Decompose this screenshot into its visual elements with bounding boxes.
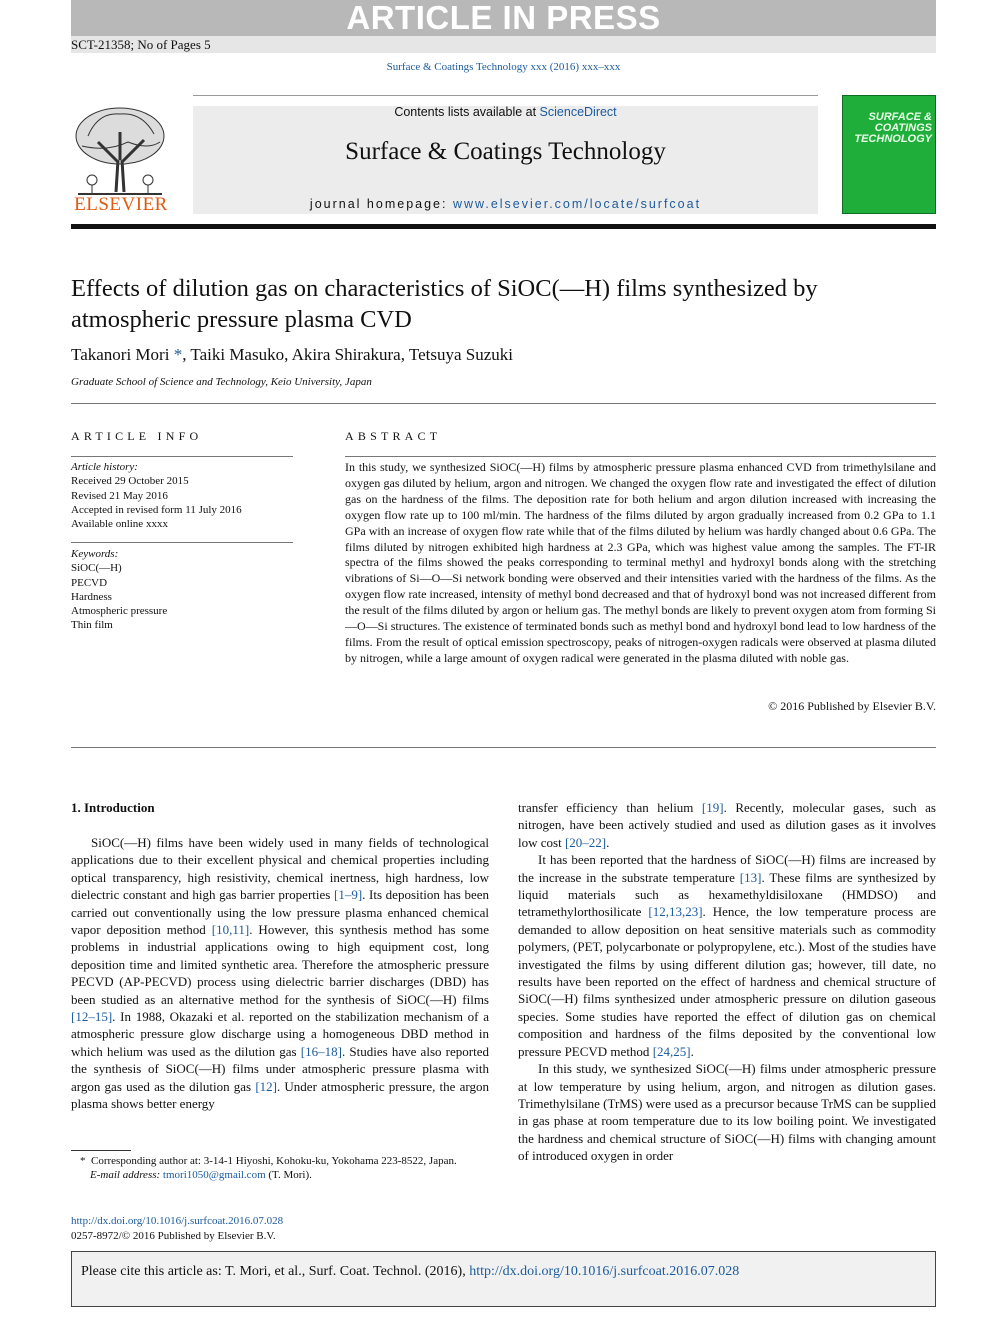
keywords <box>71 547 293 633</box>
footnote-rule <box>71 1150 131 1151</box>
paragraph-text: . Recently, molecular gases, such as nitrogen, have been actively studied and used as dilution gases as it involves low cost <box>518 800 936 850</box>
cite-prefix: Please cite this article as: T. Mori, et al., Surf. Coat. Technol. (2016), <box>81 1264 470 1279</box>
cite-doi-link[interactable]: http://dx.doi.org/10.1016/j.surfcoat.2016.07.028 <box>469 1264 740 1279</box>
article-info-rule <box>71 456 293 457</box>
paragraph-text: . Its deposition has been carried out conventionally using the low pressure plasma enhanced chemical vapor deposition method <box>71 887 489 938</box>
homepage-prefix: journal homepage: <box>309 197 453 211</box>
history-item: Revised 21 May 2016 <box>71 489 168 502</box>
citation-link[interactable]: [19] <box>701 800 724 815</box>
keyword: Atmospheric pressure <box>71 605 168 618</box>
citation-link[interactable]: [13] <box>739 869 762 885</box>
footnote-mark: * <box>80 1155 86 1167</box>
manuscript-id: SCT-21358; No of Pages 5 <box>71 37 211 52</box>
paragraph-text: In this study, we synthesized SiOC(—H) films under atmospheric pressure at low temperature by using helium, argon, and nitrogen as dilution gases. Trimethylsilane (TrMS) were used as a precursor because TrMS can be supplied in gas phase at room temperature due to its low boiling point. We investigated the hardness and chemical structure of SiOC(—H) films with changing amount of introduced oxygen in order <box>518 1061 936 1164</box>
citation-link[interactable]: [12–15] <box>71 1009 113 1025</box>
journal-citation-link[interactable]: Surface & Coatings Technology xxx (2016) xxx–xxx <box>386 61 621 73</box>
paragraph <box>518 851 936 1060</box>
section-heading: 1. Introduction <box>71 800 155 815</box>
keywords-rule <box>71 542 293 543</box>
history-item: Received 29 October 2015 <box>71 475 189 488</box>
body-left-column <box>71 834 489 1113</box>
abstract-bottom-rule <box>71 747 936 748</box>
abstract-text: In this study, we synthesized SiOC(—H) films by atmospheric pressure plasma enhanced CVD from trimethylsilane and oxygen gas diluted by helium, argon and nitrogen. We changed the oxygen flow rate and investigated the effect of dilution gas on the hardness of the films. The deposition rate for both helium and argon dilution increased with increasing the oxygen flow rate up to 100 ml/min. The hardness of the films diluted by argon gradually increased from 0.2 GPa to 1.1 GPa with an increase of oxygen flow rate while that of the films diluted by helium was hardly changed about 0.6 GPa. The films diluted by nitrogen exhibited high hardness at 2.3 GPa, which was highest value among the samples. The FT-IR spectra of the films showed the peaks corresponding to terminal methyl and hydroxyl bonds along with the stretching vibrations of Si—O—Si network bonding were observed and their intensities varied with the hardness of the films. As the oxygen flow rate increased, intensity of methyl bond decreased and that of hydroxyl bond was not increased different from the result of the films diluted by argon or helium gas. The methyl bonds are likely to prevent oxygen atom from forming Si—O—Si structures. The existence of terminated bonds such as methyl bond and hydroxyl bond lead to low hardness of the films. From the result of optical emission spectroscopy, peaks of nitrogen-oxygen radicals were observed at plasma diluted by nitrogen, while a large amount of oxygen radical were generated in the plasma diluted with noble gas. <box>345 460 936 665</box>
email-label: E-mail address: <box>90 1169 161 1181</box>
title-rule <box>71 403 936 404</box>
body-right-column <box>518 799 936 1165</box>
header-thick-rule <box>71 224 936 229</box>
abstract-rule <box>345 456 936 457</box>
paragraph-text: . Under atmospheric pressure, the argon plasma shows better energy <box>71 1078 489 1112</box>
paragraph-text: . <box>606 834 610 850</box>
affiliation: Graduate School of Science and Technology, Keio University, Japan <box>71 376 372 388</box>
article-in-press-banner: ARTICLE IN PRESS <box>71 0 936 36</box>
authors <box>71 345 513 365</box>
citation-link[interactable]: [16–18] <box>300 1043 342 1059</box>
paragraph-text: It has been reported that the hardness of SiOC(—H) films are increased by the increase in the substrate temperature <box>518 852 936 885</box>
homepage-line <box>193 197 818 211</box>
paragraph-text: . In 1988, Okazaki et al. reported on the stabilization mechanism of a atmospheric pressure glow discharge using a homogeneous DBD method in which helium was used as the dilution gas <box>71 1009 489 1059</box>
citation-link[interactable]: [24,25] <box>652 1043 691 1059</box>
paragraph-text: SiOC(—H) films have been widely used in many fields of technological applications due to their excellent physical and chemical properties including optical transparency, high resistivity, chemical inertness, high hardness, low dielectric constant and high gas barrier properties <box>71 835 489 903</box>
cover-title: SURFACE & COATINGS TECHNOLOGY <box>854 111 932 145</box>
paragraph-text: . However, this synthesis method has some problems in industrial applications owing to high equipment cost, long deposition time and limited synthetic area. Therefore the atmospheric pressure PECVD (AP-PECVD) process using dielectric barrier discharges (DBD) has been studied as an alternative method for the synthesis of SiOC(—H) films <box>71 922 489 1007</box>
masthead-top-rule <box>193 95 818 96</box>
paragraph-text: transfer efficiency than helium <box>518 800 702 815</box>
keyword: Thin film <box>71 619 113 632</box>
paragraph-text: . Studies have also reported the synthesis of SiOC(—H) films under atmospheric pressure plasma with argon gas used as the dilution gas <box>71 1043 489 1094</box>
doi-block <box>71 1214 283 1243</box>
keyword: Hardness <box>71 590 112 603</box>
authors-rest: , Taiki Masuko, Akira Shirakura, Tetsuya Suzuki <box>182 345 513 364</box>
publisher-name: ELSEVIER <box>74 194 168 215</box>
article-title: Effects of dilution gas on characteristics of SiOC(—H) films synthesized by atmospheric pressure plasma CVD <box>71 275 818 333</box>
cite-text <box>81 1264 739 1280</box>
homepage-link[interactable]: www.elsevier.com/locate/surfcoat <box>452 197 702 211</box>
citation-link[interactable]: [1–9] <box>333 887 363 903</box>
keyword: SiOC(—H) <box>71 562 122 575</box>
email-link[interactable]: tmori1050@gmail.com <box>162 1169 266 1181</box>
issn-line: 0257-8972/© 2016 Published by Elsevier B.V. <box>71 1229 276 1242</box>
paragraph <box>518 799 936 851</box>
paragraph-text: . <box>690 1043 694 1059</box>
paragraph-text: . Hence, the low temperature process are demanded to allow deposition on heat sensitive materials such as commodity polymers, (PET, polycarbonate or polypropylene, etc.). Most of the studies have investigated the films by using different dilution gas; however, till date, no results have been reported on the effect of hardness and chemical structure of SiOC(—H) films synthesized under atmospheric pressure on dilution gaseous species. Some studies have reported the effect of dilution gas on chemical composition and hardness of the films deposited by the conventional low pressure PECVD method <box>518 904 936 1059</box>
abstract-heading: ABSTRACT <box>345 429 442 443</box>
keyword: PECVD <box>71 576 108 589</box>
citation-link[interactable]: [20–22] <box>564 834 607 850</box>
sciencedirect-link[interactable]: ScienceDirect <box>539 105 617 119</box>
email-suffix: (T. Mori). <box>265 1169 312 1181</box>
paragraph <box>71 834 489 1113</box>
citation-link[interactable]: [12] <box>255 1078 277 1094</box>
doi-link[interactable]: http://dx.doi.org/10.1016/j.surfcoat.2016.07.028 <box>71 1215 284 1227</box>
article-info-heading: ARTICLE INFO <box>71 429 203 443</box>
article-history <box>71 460 293 531</box>
keywords-label: Keywords: <box>71 548 119 560</box>
citation-link[interactable]: [12,13,23] <box>648 904 703 920</box>
author-first: Takanori Mori <box>71 345 174 364</box>
journal-title: Surface & Coatings Technology <box>345 138 666 165</box>
footnote-text: Corresponding author at: 3-14-1 Hiyoshi, Kohoku-ku, Yokohama 223-8522, Japan. <box>91 1155 457 1167</box>
history-item: Available online xxxx <box>71 518 168 531</box>
paragraph <box>518 1060 936 1164</box>
history-label: Article history: <box>71 461 138 473</box>
history-item: Accepted in revised form 11 July 2016 <box>71 503 242 516</box>
citation-link[interactable]: [10,11] <box>211 922 250 938</box>
corresponding-footnote <box>80 1154 490 1182</box>
contents-prefix: Contents lists available at <box>394 105 540 119</box>
copyright: © 2016 Published by Elsevier B.V. <box>768 699 936 713</box>
paragraph-text: . These films are synthesized by liquid materials such as hexamethyldisiloxane (HMDSO) and tetramethylorthosilicate <box>518 869 936 920</box>
corresponding-author-mark[interactable]: * <box>173 345 183 364</box>
contents-line <box>193 105 818 119</box>
